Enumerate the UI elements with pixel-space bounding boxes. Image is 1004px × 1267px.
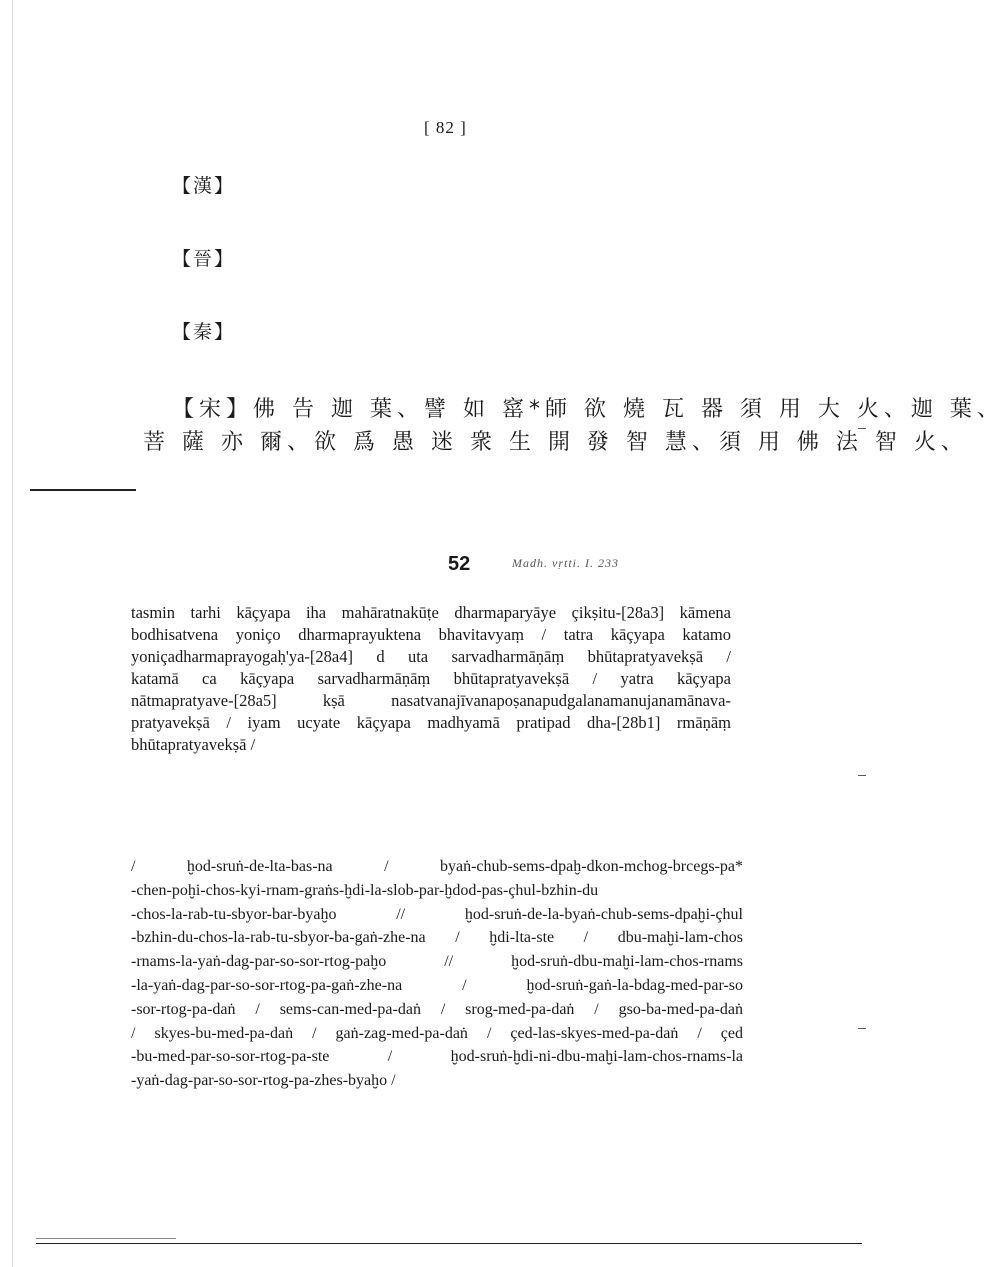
tibetan-line: -la-yaṅ-dag-par-so-sor-rtog-pa-gaṅ-zhe-na / ḫod-sruṅ-gaṅ-la-bdag-med-par-so (131, 976, 743, 994)
bottom-rule (36, 1243, 862, 1244)
sanskrit-line: nātmapratyave-[28a5] kṣā nasatvanajīvanapoṣanapudgalanamanujanamānava- (131, 691, 731, 710)
handwritten-reference-note: Madh. vṛtti. I. 233 (512, 556, 619, 570)
sanskrit-line: bhūtapratyavekṣā / (131, 735, 256, 754)
sanskrit-line: tasmin tarhi kāçyapa iha mahāratnakūṭe dharmaparyāye çikṣitu-[28a3] kāmena (131, 603, 731, 622)
tibetan-line: -yaṅ-dag-par-so-sor-rtog-pa-zhes-byaḫo / (131, 1072, 396, 1090)
tibetan-line: / ḫod-sruṅ-de-lta-bas-na / byaṅ-chub-sems-dpaḫ-dkon-mchog-brcegs-pa* (131, 858, 743, 875)
margin-tick (858, 775, 866, 776)
section-number: 52 (448, 553, 471, 575)
dynasty-label-han: 【漢】 (172, 175, 236, 197)
left-margin-line (12, 0, 13, 1267)
tibetan-line: -bzhin-du-chos-la-rab-tu-sbyor-ba-gaṅ-zhe-na / ḫdi-lta-ste / dbu-maḫi-lam-chos (131, 929, 743, 947)
song-translation-line-2: 菩 薩 亦 爾、欲 爲 愚 迷 衆 生 開 發 智 慧、須 用 佛 法 智 火、 (143, 430, 968, 455)
tibetan-line: / skyes-bu-med-pa-daṅ / gaṅ-zag-med-pa-daṅ / çed-las-skyes-med-pa-daṅ / çed (131, 1024, 743, 1042)
page-number: [ 82 ] (424, 118, 467, 137)
song-translation-line-1: 【宋】佛 告 迦 葉、譬 如 窰*師 欲 燒 瓦 器 須 用 大 火、迦 葉、 (172, 397, 1004, 422)
tibetan-line: -sor-rtog-pa-daṅ / sems-can-med-pa-daṅ / srog-med-pa-daṅ / gso-ba-med-pa-daṅ (131, 1000, 743, 1018)
sanskrit-passage (131, 602, 731, 756)
sanskrit-line: bodhisatvena yoniço dharmaprayuktena bhavitavyaṃ / tatra kāçyapa katamo (131, 625, 731, 644)
sanskrit-line: katamā ca kāçyapa sarvadharmāṇāṃ bhūtapratyavekṣā / yatra kāçyapa (131, 669, 731, 688)
sanskrit-line: pratyavekṣā / iyam ucyate kāçyapa madhyamā pratipad dha-[28b1] rmāṇāṃ (131, 713, 731, 732)
tibetan-line: -rnams-la-yaṅ-dag-par-so-sor-rtog-paḫo // ḫod-sruṅ-dbu-maḫi-lam-chos-rnams (131, 953, 743, 971)
tibetan-passage (131, 855, 743, 1093)
section-divider-rule (30, 489, 136, 491)
dynasty-label-jin: 【晉】 (172, 248, 236, 270)
margin-tick (858, 1028, 866, 1029)
bottom-rule-short (36, 1238, 176, 1239)
tibetan-line: -bu-med-par-so-sor-rtog-pa-ste / ḫod-sruṅ-ḫdi-ni-dbu-maḫi-lam-chos-rnams-la (131, 1048, 743, 1066)
sanskrit-line: yoniçadharmaprayogaḥ'ya-[28a4] d uta sarvadharmāṇāṃ bhūtapratyavekṣā / (131, 647, 731, 666)
dynasty-label-qin: 【秦】 (172, 321, 236, 343)
tibetan-line: -chos-la-rab-tu-sbyor-bar-byaḫo // ḫod-sruṅ-de-la-byaṅ-chub-sems-dpaḫi-çhul (131, 905, 743, 923)
tibetan-line: -chen-poḫi-chos-kyi-rnam-graṅs-ḫdi-la-slob-par-ḫdod-pas-çhul-bzhin-du (131, 881, 599, 899)
margin-tick (858, 428, 866, 429)
